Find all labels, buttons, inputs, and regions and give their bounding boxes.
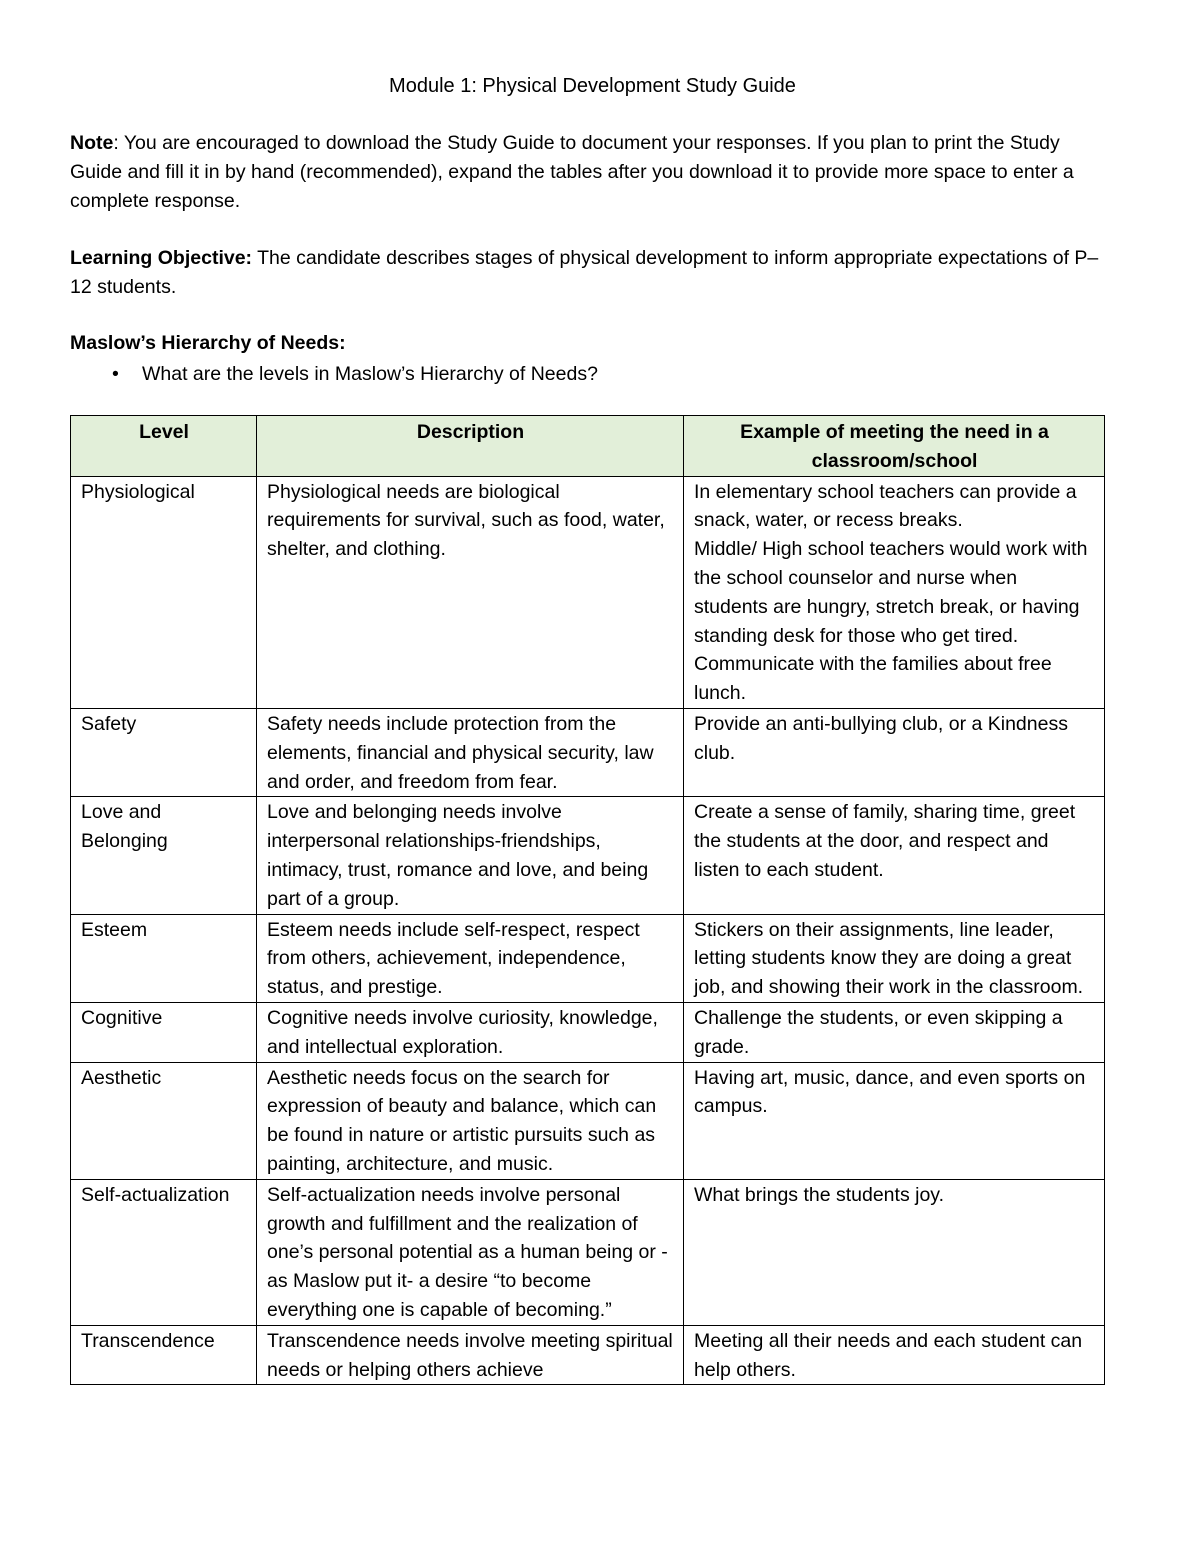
section-heading: Maslow’s Hierarchy of Needs: (70, 332, 346, 354)
example-cell (684, 797, 1105, 914)
example-line: Challenge the students, or even skipping a grade. (694, 1006, 1063, 1058)
table-row (71, 1179, 1105, 1325)
example-cell (684, 1002, 1105, 1062)
table-row (71, 914, 1105, 1002)
note-text: : You are encouraged to download the Study Guide to document your responses. If you plan to print the Study Guide and fill it in by hand (recommended), expand the tables after you download it to provide more space to enter a complete response. (70, 132, 1074, 212)
description-cell: Self-actualization needs involve personal growth and fulfillment and the realization of one’s personal potential as a human being or -as Maslow put it- a desire “to become everything one is capable of becoming.” (257, 1179, 684, 1325)
description-cell: Transcendence needs involve meeting spiritual needs or helping others achieve (257, 1325, 684, 1385)
bullet-text: What are the levels in Maslow’s Hierarchy of Needs? (142, 363, 598, 385)
example-line: Meeting all their needs and each student can help others. (694, 1329, 1083, 1381)
level-cell: Esteem (71, 914, 257, 1002)
page-title: Module 1: Physical Development Study Guide (389, 75, 796, 97)
example-line: Create a sense of family, sharing time, greet the students at the door, and respect and listen to each student. (694, 801, 1076, 881)
maslow-table (70, 415, 1105, 1385)
example-line: Communicate with the families about free lunch. (694, 653, 1052, 705)
level-cell: Physiological (71, 476, 257, 708)
table-row (71, 1002, 1105, 1062)
example-line: What brings the students joy. (694, 1183, 945, 1206)
learning-objective-paragraph (70, 244, 1115, 302)
level-cell: Safety (71, 708, 257, 796)
bullet-icon: • (112, 363, 119, 385)
note-label: Note (70, 132, 114, 154)
level-cell: Love and Belonging (71, 797, 257, 914)
example-cell (684, 1325, 1105, 1385)
example-cell (684, 476, 1105, 708)
description-cell: Physiological needs are biological requirements for survival, such as food, water, shelter, and clothing. (257, 476, 684, 708)
description-cell: Cognitive needs involve curiosity, knowledge, and intellectual exploration. (257, 1002, 684, 1062)
header-level: Level (71, 416, 257, 477)
description-cell: Esteem needs include self-respect, respect from others, achievement, independence, status, and prestige. (257, 914, 684, 1002)
header-example: Example of meeting the need in a classroom/school (684, 416, 1105, 477)
example-cell (684, 1062, 1105, 1179)
table-row (71, 1062, 1105, 1179)
level-cell: Cognitive (71, 1002, 257, 1062)
example-line: Having art, music, dance, and even sports on campus. (694, 1066, 1086, 1118)
header-description: Description (257, 416, 684, 477)
description-cell: Love and belonging needs involve interpersonal relationships-friendships, intimacy, trust, romance and love, and being part of a group. (257, 797, 684, 914)
example-cell (684, 914, 1105, 1002)
level-cell: Aesthetic (71, 1062, 257, 1179)
example-line: Provide an anti-bullying club, or a Kindness club. (694, 712, 1068, 764)
table-row (71, 1325, 1105, 1385)
description-cell: Safety needs include protection from the elements, financial and physical security, law and order, and freedom from fear. (257, 708, 684, 796)
table-row (71, 797, 1105, 914)
table-row (71, 708, 1105, 796)
example-line: Stickers on their assignments, line leader, letting students know they are doing a great job, and showing their work in the classroom. (694, 918, 1084, 999)
table-header-row (71, 416, 1105, 477)
example-cell (684, 1179, 1105, 1325)
level-cell: Transcendence (71, 1325, 257, 1385)
example-line: Middle/ High school teachers would work with the school counselor and nurse when students are hungry, stretch break, or having standing desk for those who get tired. (694, 538, 1088, 647)
table-row (71, 476, 1105, 708)
level-cell: Self-actualization (71, 1179, 257, 1325)
example-line: In elementary school teachers can provide a snack, water, or recess breaks. (694, 480, 1077, 532)
note-paragraph (70, 129, 1115, 216)
learning-objective-label: Learning Objective: (70, 247, 253, 269)
learning-objective-text: The candidate describes stages of physical development to inform appropriate expectations of P–12 students. (70, 247, 1099, 298)
example-cell (684, 708, 1105, 796)
description-cell: Aesthetic needs focus on the search for expression of beauty and balance, which can be found in nature or artistic pursuits such as painting, architecture, and music. (257, 1062, 684, 1179)
